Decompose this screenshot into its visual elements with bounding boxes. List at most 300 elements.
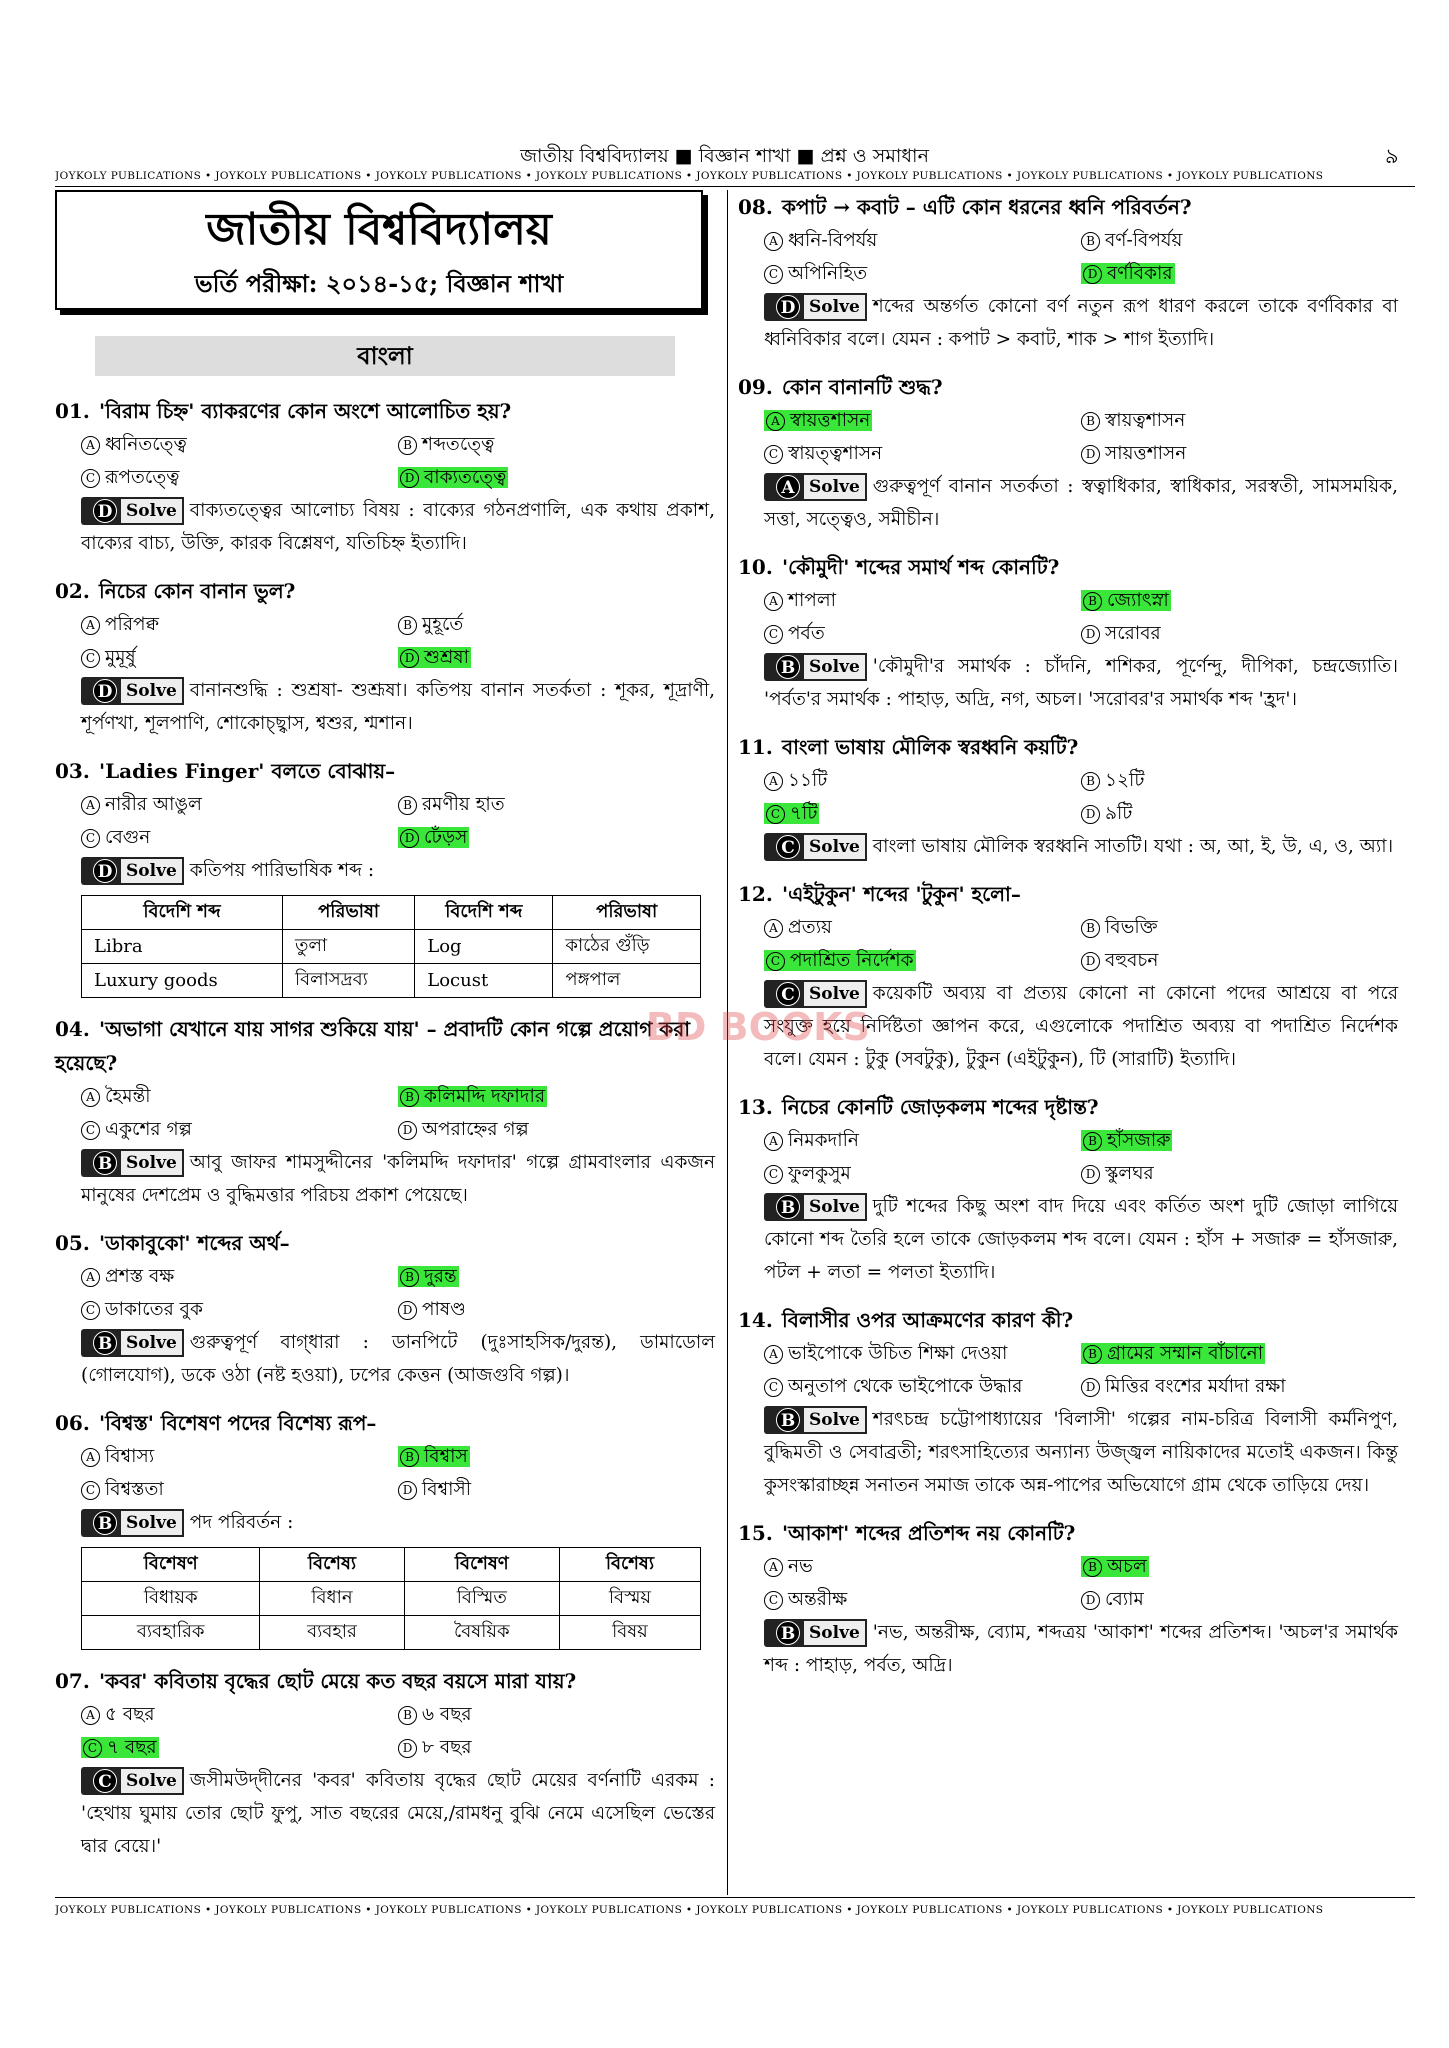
option-content	[764, 1556, 813, 1577]
option-content	[81, 794, 202, 815]
option-text: বেগুন	[105, 827, 151, 848]
option-letter-icon: A	[764, 592, 783, 611]
option-letter-icon: A	[764, 1558, 783, 1577]
option-letter-icon: C	[764, 1378, 783, 1397]
option	[81, 1698, 398, 1731]
solve-badge	[764, 1619, 867, 1647]
option-letter-icon: C	[764, 1165, 783, 1184]
table-header-cell: বিশেষণ	[82, 1548, 260, 1582]
table-row	[82, 1616, 701, 1650]
option-correct	[764, 797, 1081, 830]
option-text: রমণীয় হাত	[422, 794, 505, 815]
option	[1081, 911, 1398, 944]
question-list-left	[55, 394, 715, 1863]
option-text: অনুতাপ থেকে ভাইপোকে উদ্ধার	[788, 1376, 1023, 1397]
option	[398, 1293, 715, 1326]
option-content	[81, 1299, 203, 1320]
option-content	[81, 827, 150, 848]
solve-label: Solve	[802, 833, 867, 861]
solution	[55, 674, 715, 740]
question-block	[55, 1226, 715, 1392]
option-content	[81, 614, 159, 635]
option	[81, 608, 398, 641]
solve-badge	[81, 1329, 184, 1357]
option	[81, 1473, 398, 1506]
solve-label: Solve	[802, 293, 867, 321]
table-header-row	[82, 896, 701, 930]
option-letter-icon: C	[81, 1121, 100, 1140]
solution	[55, 854, 715, 887]
option-text: বাক্যতত্ত্বে	[424, 467, 507, 488]
option-letter-icon: B	[400, 1448, 419, 1467]
right-column	[738, 190, 1398, 1696]
option-content	[764, 623, 825, 644]
option-content	[81, 434, 187, 455]
table-header-cell: বিদেশি শব্দ	[415, 896, 553, 930]
table-row	[82, 964, 701, 998]
options-grid	[55, 1698, 715, 1764]
table-cell: ব্যবহার	[260, 1616, 404, 1650]
option-content	[764, 410, 872, 431]
option-text: রূপতত্ত্বে	[105, 467, 180, 488]
table-header-cell: বিশেষ্য	[260, 1548, 404, 1582]
solve-label: Solve	[802, 1193, 867, 1221]
option-letter-icon: C	[764, 265, 783, 284]
option-content	[398, 1086, 547, 1107]
question-text	[738, 370, 1398, 404]
option-letter-icon: D	[1081, 1165, 1100, 1184]
options-grid	[738, 404, 1398, 470]
option-letter-icon: D	[1081, 1591, 1100, 1610]
option-text: অন্তরীক্ষ	[788, 1589, 848, 1610]
solve-badge	[81, 1509, 184, 1537]
answer-disk-icon	[764, 653, 802, 681]
answer-disk-icon	[81, 1509, 119, 1537]
solution	[738, 290, 1398, 356]
option-letter-icon: A	[764, 1345, 783, 1364]
solution	[55, 1506, 715, 1539]
option-correct	[1081, 1550, 1398, 1583]
option-letter-icon: D	[400, 469, 419, 488]
table-cell: তুলা	[282, 930, 414, 964]
question-text	[55, 574, 715, 608]
table-header-cell: পরিভাষা	[282, 896, 414, 930]
option	[398, 788, 715, 821]
option-content	[764, 770, 827, 791]
option	[81, 788, 398, 821]
option	[398, 1113, 715, 1146]
option	[81, 1260, 398, 1293]
table-cell: কাঠের গুঁড়ি	[553, 930, 701, 964]
option-letter-icon: D	[398, 1481, 417, 1500]
options-grid	[738, 1337, 1398, 1403]
solution	[55, 1146, 715, 1212]
question-text	[738, 730, 1398, 764]
option-text: ঢেঁড়স	[424, 827, 468, 848]
option-letter-icon: D	[1081, 805, 1100, 824]
question-text	[738, 877, 1398, 911]
option-correct	[1081, 584, 1398, 617]
question-stem: 'কবর' কবিতায় বৃদ্ধের ছোট মেয়ে কত বছর বয়সে মারা যায়?	[99, 1669, 577, 1693]
option-letter-icon: A	[764, 232, 783, 251]
option-content	[1081, 1163, 1154, 1184]
question-stem: 'বিরাম চিহ্ন' ব্যাকরণের কোন অংশে আলোচিত হয়?	[99, 399, 512, 423]
question-block	[738, 1303, 1398, 1502]
question-text	[738, 1303, 1398, 1337]
question-number: 13.	[738, 1095, 773, 1119]
question-stem: 'অভাগা যেখানে যায় সাগর শুকিয়ে যায়' – প্রবাদটি কোন গল্পে প্রয়োগ করা হয়েছে?	[55, 1017, 691, 1075]
option-text: ধ্বনিতত্ত্বে	[105, 434, 187, 455]
solution-text: 'নভ, অন্তরীক্ষ, ব্যোম, শব্দত্রয় 'আকাশ' শব্দের প্রতিশব্দ। 'অচল'র সমার্থক শব্দ : পাহাড়, পর্বত, অদ্রি।	[764, 1622, 1398, 1676]
table-cell: বিধায়ক	[82, 1582, 260, 1616]
bottom-rule	[55, 1897, 1415, 1898]
options-grid	[738, 911, 1398, 977]
top-rule	[55, 186, 1415, 187]
option-letter-icon: B	[1083, 1345, 1102, 1364]
question-block	[55, 394, 715, 560]
option	[81, 1113, 398, 1146]
option	[1081, 1370, 1398, 1403]
option-content	[398, 1119, 529, 1140]
table-cell: বিধান	[260, 1582, 404, 1616]
option-letter-icon: C	[764, 445, 783, 464]
table-cell: Locust	[415, 964, 553, 998]
option-content	[1081, 950, 1158, 971]
question-block	[738, 550, 1398, 716]
table-cell: বিলাসদ্রব্য	[282, 964, 414, 998]
option-content	[81, 1086, 151, 1107]
option-text: স্কুলঘর	[1105, 1163, 1154, 1184]
solution-text: গুরুত্বপূর্ণ বানান সতর্কতা : স্বত্বাধিকার, স্বাধিকার, সরস্বতী, সামসময়িক, সত্তা, সত্ত্বেও, সমীচীন।	[764, 476, 1398, 530]
question-block	[55, 574, 715, 740]
option-letter-icon: D	[1081, 445, 1100, 464]
option-text: অপরাহ্নের গল্প	[422, 1119, 529, 1140]
option	[398, 608, 715, 641]
option-letter-icon: B	[400, 1088, 419, 1107]
option-content	[1081, 443, 1186, 464]
option-letter-icon: B	[398, 436, 417, 455]
table-cell: বিস্মিত	[404, 1582, 559, 1616]
option	[1081, 797, 1398, 830]
option-content	[398, 1479, 471, 1500]
option-content	[764, 950, 916, 971]
solve-badge	[764, 473, 867, 501]
option-text: ৭ বছর	[107, 1737, 157, 1758]
option-letter-icon: D	[398, 1301, 417, 1320]
option	[764, 1583, 1081, 1616]
answer-letter: B	[776, 655, 800, 679]
solution-text: বাংলা ভাষায় মৌলিক স্বরধ্বনি সাতটি। যথা : অ, আ, ই, উ, এ, ও, অ্যা।	[872, 836, 1394, 857]
answer-disk-icon	[81, 1767, 119, 1795]
option-content	[81, 1479, 164, 1500]
question-stem: 'কৌমুদী' শব্দের সমার্থ শব্দ কোনটি?	[782, 555, 1060, 579]
table-row	[82, 930, 701, 964]
option-correct	[398, 821, 715, 854]
answer-disk-icon	[81, 677, 119, 705]
question-stem: 'Ladies Finger' বলতে বোঝায়–	[99, 759, 396, 783]
question-text	[55, 394, 715, 428]
option-content	[398, 794, 505, 815]
option-content	[398, 1266, 459, 1287]
options-grid	[738, 224, 1398, 290]
solve-badge	[81, 677, 184, 705]
option-text: হৈমন্তী	[105, 1086, 151, 1107]
option-letter-icon: A	[81, 1088, 100, 1107]
option-letter-icon: B	[1081, 919, 1100, 938]
table-row	[82, 1582, 701, 1616]
option-letter-icon: B	[1081, 772, 1100, 791]
option-content	[1081, 803, 1132, 824]
option-letter-icon: A	[764, 772, 783, 791]
solution	[55, 1326, 715, 1392]
solve-badge	[81, 857, 184, 885]
table-header-cell: বিদেশি শব্দ	[82, 896, 283, 930]
option-content	[1081, 1556, 1149, 1577]
option-text: ১১টি	[788, 770, 828, 791]
question-number: 05.	[55, 1231, 90, 1255]
publisher-band-bottom: JOYKOLY PUBLICATIONS • JOYKOLY PUBLICATIONS • JOYKOLY PUBLICATIONS • JOYKOLY PUBLICATIONS • JOYKOLY PUBLICATIONS • JOYKOLY PUBLICATIONS • JOYKOLY PUBLICATIONS • JOYKOLY PUBLICATIONS	[55, 1904, 1324, 1916]
question-stem: কোন বানানটি শুদ্ধ?	[782, 375, 943, 399]
option	[764, 224, 1081, 257]
option-letter-icon: B	[400, 1268, 419, 1287]
option-content	[398, 1704, 472, 1725]
option	[764, 584, 1081, 617]
option-text: প্রত্যয়	[788, 917, 832, 938]
option-content	[1081, 590, 1171, 611]
option-letter-icon: D	[1083, 265, 1102, 284]
option	[1081, 944, 1398, 977]
option-letter-icon: D	[398, 1739, 417, 1758]
options-grid	[55, 788, 715, 854]
option-content	[764, 230, 877, 251]
solve-badge	[764, 653, 867, 681]
option	[1081, 224, 1398, 257]
options-grid	[55, 1440, 715, 1506]
option-text: মুমূর্ষু	[105, 647, 136, 668]
solution-text: দুটি শব্দের কিছু অংশ বাদ দিয়ে এবং কর্তিত অংশ দুটি জোড়া লাগিয়ে কোনো শব্দ তৈরি হলে তাকে জোড়কলম শব্দ বলে। যেমন : হাঁস + সজারু = হাঁসজারু, পটল + লতা = পলতা ইত্যাদি।	[764, 1196, 1398, 1283]
option-content	[81, 1119, 192, 1140]
publisher-band-top: JOYKOLY PUBLICATIONS • JOYKOLY PUBLICATIONS • JOYKOLY PUBLICATIONS • JOYKOLY PUBLICATIONS • JOYKOLY PUBLICATIONS • JOYKOLY PUBLICATIONS • JOYKOLY PUBLICATIONS • JOYKOLY PUBLICATIONS	[55, 170, 1324, 182]
solve-badge	[764, 1406, 867, 1434]
answer-disk-icon	[81, 1149, 119, 1177]
option-letter-icon: B	[398, 616, 417, 635]
solve-label: Solve	[119, 1149, 184, 1177]
solution	[738, 1190, 1398, 1289]
answer-letter: B	[776, 1621, 800, 1645]
solution	[738, 830, 1398, 863]
option-text: শুশ্রষা	[424, 647, 469, 668]
option-text: পর্বত	[788, 623, 825, 644]
option-content	[764, 1343, 1007, 1364]
option-text: স্বায়ত্তশাসন	[790, 410, 871, 431]
solve-label: Solve	[119, 1509, 184, 1537]
solve-badge	[81, 1767, 184, 1795]
option-text: ১২টি	[1105, 770, 1145, 791]
option-content	[1081, 1589, 1144, 1610]
question-stem: 'এইটুকুন' শব্দের 'টুকুন' হলো–	[782, 882, 1021, 906]
solve-badge	[764, 980, 867, 1008]
option-letter-icon: B	[1083, 592, 1102, 611]
question-block	[55, 1406, 715, 1650]
solution-text: কয়েকটি অব্যয় বা প্রত্যয় কোনো না কোনো পদের আশ্রয়ে বা পরে সংযুক্ত হয়ে নির্দিষ্টতা জ্ঞাপন করে, এগুলোকে পদাশ্রিত অব্যয় বা পদাশ্রিত নির্দেশক বলে। যেমন : টুকু (সবটুকু), টুকুন (এইটুকুন), টি (সারাটি) ইত্যাদি।	[764, 983, 1398, 1070]
question-stem: 'আকাশ' শব্দের প্রতিশব্দ নয় কোনটি?	[782, 1521, 1076, 1545]
option-content	[81, 647, 136, 668]
option	[1081, 1157, 1398, 1190]
option-content	[764, 917, 832, 938]
table-header-cell: পরিভাষা	[553, 896, 701, 930]
option-letter-icon: B	[1081, 232, 1100, 251]
option-text: ৫ বছর	[105, 1704, 155, 1725]
option	[398, 1473, 715, 1506]
solve-badge	[764, 293, 867, 321]
question-text	[55, 1664, 715, 1698]
answer-letter: D	[93, 859, 117, 883]
solve-label: Solve	[119, 1767, 184, 1795]
answer-letter: C	[776, 835, 800, 859]
option-content	[1081, 263, 1175, 284]
option-text: অচল	[1107, 1556, 1147, 1577]
option-text: পরিপক্ব	[105, 614, 159, 635]
option-text: ভাইপোকে উচিত শিক্ষা দেওয়া	[788, 1343, 1008, 1364]
option-letter-icon: D	[1081, 625, 1100, 644]
solution	[738, 1403, 1398, 1502]
option-content	[1081, 230, 1182, 251]
solve-label: Solve	[119, 1329, 184, 1357]
question-stem: নিচের কোন বানান ভুল?	[99, 579, 296, 603]
solve-badge	[81, 1149, 184, 1177]
option-content	[764, 1163, 851, 1184]
option-correct	[1081, 1124, 1398, 1157]
question-stem: 'ডাকাবুকো' শব্দের অর্থ–	[99, 1231, 290, 1255]
option-letter-icon: C	[766, 952, 785, 971]
solve-label: Solve	[802, 653, 867, 681]
answer-disk-icon	[764, 833, 802, 861]
question-block	[55, 754, 715, 998]
question-block	[738, 190, 1398, 356]
option-correct	[764, 944, 1081, 977]
options-grid	[738, 1550, 1398, 1616]
option-content	[1081, 1376, 1286, 1397]
option-letter-icon: D	[400, 649, 419, 668]
options-grid	[738, 1124, 1398, 1190]
option-content	[398, 647, 471, 668]
question-block	[55, 1664, 715, 1863]
answer-disk-icon	[764, 1619, 802, 1647]
option-letter-icon: A	[81, 1448, 100, 1467]
option-text: নভ	[788, 1556, 813, 1577]
option-letter-icon: B	[1081, 412, 1100, 431]
table-header-cell: বিশেষণ	[404, 1548, 559, 1582]
question-stem: নিচের কোনটি জোড়কলম শব্দের দৃষ্টান্ত?	[782, 1095, 1099, 1119]
question-number: 03.	[55, 759, 90, 783]
option-letter-icon: A	[764, 1132, 783, 1151]
option-correct	[398, 1440, 715, 1473]
option-correct	[81, 1731, 398, 1764]
option	[764, 1550, 1081, 1583]
question-number: 11.	[738, 735, 773, 759]
term-table	[81, 1547, 701, 1650]
option-content	[1081, 917, 1158, 938]
table-cell: Log	[415, 930, 553, 964]
answer-letter: D	[776, 295, 800, 319]
question-number: 12.	[738, 882, 773, 906]
option-content	[1081, 1343, 1265, 1364]
question-text	[738, 190, 1398, 224]
answer-letter: D	[93, 499, 117, 523]
table-cell: পঙ্গপাল	[553, 964, 701, 998]
question-number: 04.	[55, 1017, 90, 1041]
question-text	[55, 754, 715, 788]
option	[764, 1157, 1081, 1190]
option-content	[398, 827, 469, 848]
page-title: জাতীয় বিশ্ববিদ্যালয়	[206, 204, 552, 255]
option-text: শব্দতত্ত্বে	[422, 434, 495, 455]
option	[81, 821, 398, 854]
question-stem: 'বিশ্বস্ত' বিশেষণ পদের বিশেষ্য রূপ–	[99, 1411, 377, 1435]
solution-text: জসীমউদ্‌দীনের 'কবর' কবিতায় বৃদ্ধের ছোট মেয়ের বর্ণনাটি এরকম : 'হেথায় ঘুমায় তোর ছোট ফুপু, সাত বছরের মেয়ে,/রামধনু বুঝি নেমে এসেছিল ভেস্তের দ্বার বেয়ে।'	[81, 1770, 715, 1857]
option-letter-icon: C	[81, 469, 100, 488]
subject-heading: বাংলা	[95, 336, 675, 376]
option	[398, 1731, 715, 1764]
option	[1081, 404, 1398, 437]
option-text: একুশের গল্প	[105, 1119, 192, 1140]
solution-text: পদ পরিবর্তন :	[189, 1512, 294, 1533]
option-content	[764, 590, 836, 611]
option-letter-icon: D	[398, 1121, 417, 1140]
option	[764, 1337, 1081, 1370]
option-text: বর্ণ-বিপর্যয়	[1105, 230, 1183, 251]
option-text: বিশ্বাস	[424, 1446, 468, 1467]
option-text: সায়ত্তশাসন	[1105, 443, 1187, 464]
option	[398, 428, 715, 461]
question-block	[738, 1090, 1398, 1289]
option-text: গ্রামের সম্মান বাঁচানো	[1107, 1343, 1264, 1364]
option-text: মিত্তির বংশের মর্যাদা রক্ষা	[1105, 1376, 1286, 1397]
solve-label: Solve	[119, 857, 184, 885]
option-content	[764, 1376, 1022, 1397]
solution	[738, 650, 1398, 716]
option	[1081, 764, 1398, 797]
answer-letter: B	[776, 1195, 800, 1219]
option-text: বিশ্বাসী	[422, 1479, 472, 1500]
page-number: ৯	[1385, 144, 1399, 168]
option-content	[398, 1446, 470, 1467]
option-letter-icon: D	[1081, 952, 1100, 971]
option-letter-icon: B	[398, 1706, 417, 1725]
question-stem: বিলাসীর ওপর আক্রমণের কারণ কী?	[782, 1308, 1074, 1332]
solution	[738, 1616, 1398, 1682]
option-letter-icon: D	[400, 829, 419, 848]
option-text: শাপলা	[788, 590, 837, 611]
option	[764, 437, 1081, 470]
question-number: 07.	[55, 1669, 90, 1693]
option-content	[764, 803, 819, 824]
question-text	[738, 550, 1398, 584]
question-block	[738, 370, 1398, 536]
option-letter-icon: C	[81, 649, 100, 668]
table-cell: বিষয়	[559, 1616, 700, 1650]
solve-badge	[764, 833, 867, 861]
option-letter-icon: A	[81, 796, 100, 815]
option-text: অপিনিহিত	[788, 263, 868, 284]
option-letter-icon: A	[766, 412, 785, 431]
option-letter-icon: A	[81, 1268, 100, 1287]
option	[81, 1080, 398, 1113]
option-text: নিমকদানি	[788, 1130, 859, 1151]
table-cell: ব্যবহারিক	[82, 1616, 260, 1650]
option	[81, 428, 398, 461]
options-grid	[738, 764, 1398, 830]
